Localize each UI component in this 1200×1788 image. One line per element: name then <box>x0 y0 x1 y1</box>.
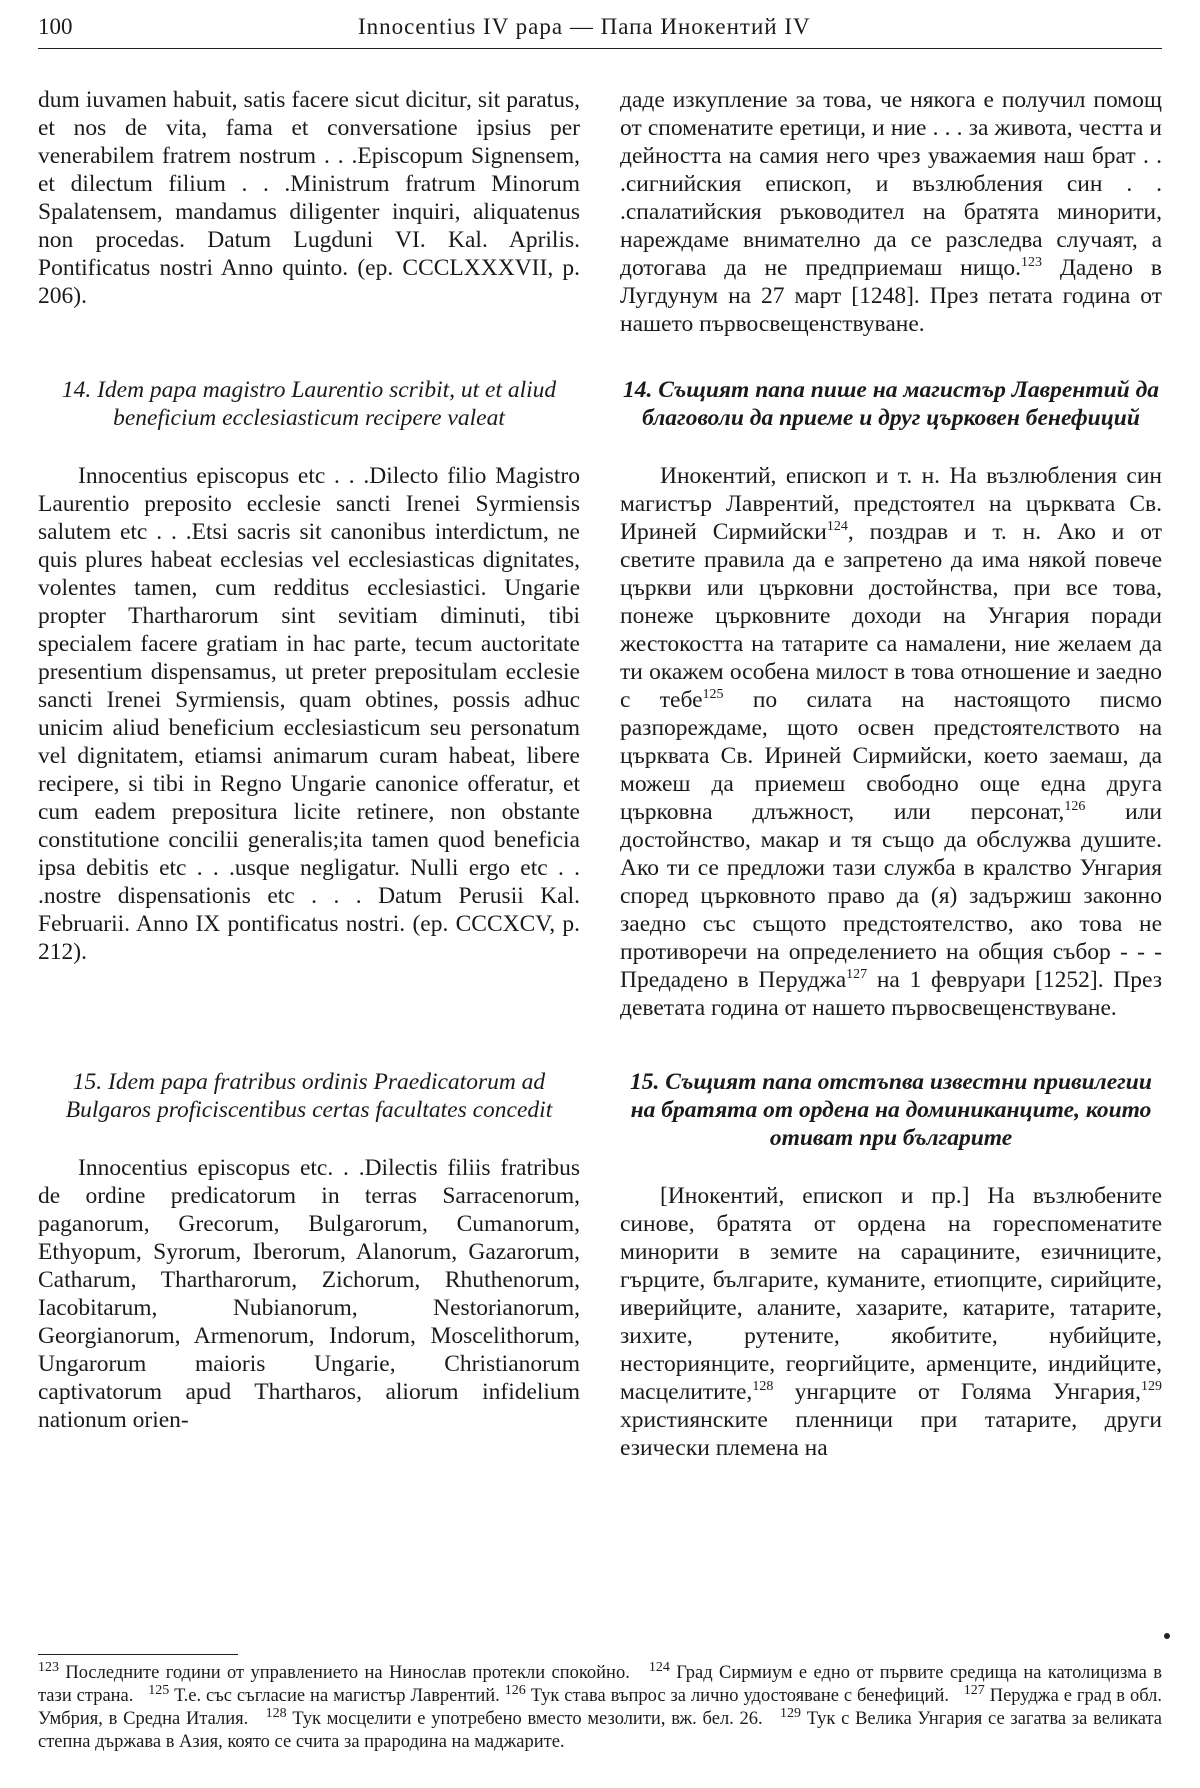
footnote-ref-125[interactable]: 125 <box>702 687 724 703</box>
latin-section-14-body: Innocentius episcopus etc . . .Dilecto filio Magistro Laurentio preposito ecclesie sancti Irenei Syrmiensis salutem etc . . .Etsi sacris sit canonibus interdictum, ne quis plures habeat ecclesias vel ecclesiasticas dignitates, volentes tamen, cum redditus ecclesiastici. Ungarie propter Thartharorum sint sevitiam diminuti, tibi specialem facere gratiam in hac parte, tecum auctoritate presentium dispensamus, ut preter prepositulam ecclesie sancti Irenei Syrmiensis, quam obtines, possis adhuc unicim aliud beneficium ecclesiasticum seu personatum vel dignitatem, etiamsi animarum curam habeat, libere recipere, si tibi in Regno Ungarie canonice offeratur, et cum eadem prepositura licite retinere, non obstante constitutione concilii generalis;ita tamen quod beneficia ipsa debitis etc . . .usque negligatur. Nulli ergo etc . . .nostre dispensationis etc . . . Datum Perusii Kal. Februarii. Anno IX pontificatus nostri. (ep. CCCXCV, p. 212). <box>38 463 580 965</box>
bulgarian-section-14-heading: 14. Същият папа пише на магистър Лаврентий да благоволи да приеме и друг църковен бенефиций <box>622 377 1160 431</box>
footnote-126: $^{126}$ Тук става въпрос за лично удостояване с бенефиций. <box>504 1682 949 1706</box>
footnote-127: $^{127}$ Перуджа е град в обл. Умбрия, в Средна Италия. <box>38 1682 1163 1729</box>
header-rule <box>38 48 1162 49</box>
footnotes <box>38 1659 1163 1754</box>
latin-section-15-heading: 15. Idem papa fratribus ordinis Praedicatorum ad Bulgaros proficiscentibus certas facultates concedit <box>65 1069 553 1123</box>
running-header <box>38 12 1162 48</box>
bulgarian-section-15-body: [Инокентий, епископ и пр.] На възлюбените синове, братята от ордена на гореспоменатите минорити в земите на сарацините, езичниците, гърците, българите, куманите, етиопците, сирийците, иверийците, аланите, хазарите, катарите, татарите, зихите, рутените, якобитите, нубийците, несториянците, георгийците, арменците, индийците, масцелитите,$^{128}$ унгарците от Голяма Унгария,$^{129}$ християнските пленници при татарите, други езически племена на <box>620 1183 1162 1461</box>
footnote-124: $^{124}$ Град Сирмиум е едно от първите средища на католицизма в тази страна. <box>38 1659 1162 1706</box>
footnote-ref-126[interactable]: 126 <box>1064 799 1086 815</box>
footnote-ref-124[interactable]: 124 <box>826 519 848 535</box>
page <box>38 12 1163 1752</box>
footnote-ref-129[interactable]: 129 <box>1141 1379 1162 1395</box>
page-number: 100 <box>38 14 73 39</box>
bulgarian-section-14 <box>620 376 1162 1022</box>
latin-section-15 <box>38 1068 580 1434</box>
footnote-ref-127[interactable]: 127 <box>846 967 868 983</box>
latin-section-14 <box>38 376 580 966</box>
footnote-129: $^{129}$ Тук с Велика Унгария се загатва за великата степна държава в Азия, която се счита за прародина на маджарите. <box>38 1705 1163 1752</box>
latin-section-15-body: Innocentius episcopus etc. . .Dilectis filiis fratribus de ordine predicatorum in terras Sarracenorum, paganorum, Grecorum, Bulgarorum, Cumanorum, Ethyopum, Syrorum, Iberorum, Alanorum, Gazarorum, Catharum, Thartharorum, Zichorum, Rhuthenorum, Iacobitarum, Nubianorum, Nestorianorum, Georgianorum, Armenorum, Indorum, Moscelithorum, Ungarorum maioris Ungarie, Christianorum captivatorum apud Thartharos, aliorum infidelium nationum orien- <box>38 1155 580 1433</box>
bulgarian-continuation-text: даде изкупление за това, че някога е получил помощ от споменатите еретици, и ние . . . за живота, честта и дейността на самия него чрез уважаемия наш брат . . .сигнийския епископ, и възлюбления син . . .спалатийския ръководител на братята минорити, нареждаме внимателно да се разследва случаят, а дотогава да не предприемаш нищо.$^{123}$ Дадено в Лугдунум на 27 март [1248]. През петата година от нашето първосвещенствуване. <box>620 87 1162 337</box>
latin-continuation <box>38 86 580 310</box>
bulgarian-section-15 <box>620 1068 1162 1462</box>
latin-section-14-heading: 14. Idem papa magistro Laurentio scribit, ut et aliud beneficium ecclesiasticum recipere valeat <box>61 377 557 431</box>
footnote-123: $^{123}$ Последните години от управлението на Нинослав протекли спокойно. <box>38 1659 630 1683</box>
bulgarian-section-14-body: Инокентий, епископ и т. н. На възлюбления син магистър Лаврентий, предстоятел на църквата Св. Ириней Сирмийски$^{124}$, поздрав и т. н. Ако и от светите правила да е запретено да има някой повече църкви или църковни достойнства, при все това, понеже църковните доходи на Унгария поради жестокостта на татарите са намалени, ние желаем да ти окажем особена милост в това отношение и заедно с тебе$^{125}$ по силата на настоящото писмо разпореждаме, щото освен предстоятелството на църквата Св. Ириней Сирмийски, което заемаш, да можеш да приемеш свободно още една друга църковна длъжност, или персонат,$^{126}$ или достойнство, макар и тя също да обслужва душите. Ако ти се предложи тази служба в кралство Унгария според църковното право да (я) задържиш законно заедно със същото предстоятелство, ако това не противоречи на определението на общия събор - - - Предадено в Перуджа$^{127}$ на 1 февруари [1252]. През деветата година от нашето първосвещенствуване. <box>620 463 1162 1021</box>
footnote-ref-123[interactable]: 123 <box>1021 255 1043 271</box>
footnote-ref-128[interactable]: 128 <box>752 1379 774 1395</box>
running-title: Innocentius IV papa — Папа Инокентий IV <box>358 14 811 39</box>
latin-continuation-text: dum iuvamen habuit, satis facere sicut dicitur, sit paratus, et nos de vita, fama et conversatione ipsius per venerabilem fratrem nostrum . . .Episcopum Signensem, et dilectum filium . . .Ministrum fratrum Minorum Spalatensem, mandamus diligenter inquiri, aliquatenus non procedas. Datum Lugduni VI. Kal. Aprilis. Pontificatus nostri Anno quinto. (ep. CCCLXXXVII, p. 206). <box>38 87 580 309</box>
bullet-dot <box>1164 1633 1170 1639</box>
footnote-rule <box>38 1654 238 1655</box>
footnote-125: $^{125}$ Т.е. със съгласие на магистър Лаврентий. <box>148 1682 500 1706</box>
footnote-128: $^{128}$ Тук мосцелити е употребено вместо мезолити, вж. бел. 26. <box>265 1705 763 1729</box>
bulgarian-section-15-heading: 15. Същият папа отстъпва известни привилегии на братята от ордена на доминиканците, които отиват при българите <box>630 1069 1152 1151</box>
bulgarian-continuation <box>620 86 1162 338</box>
